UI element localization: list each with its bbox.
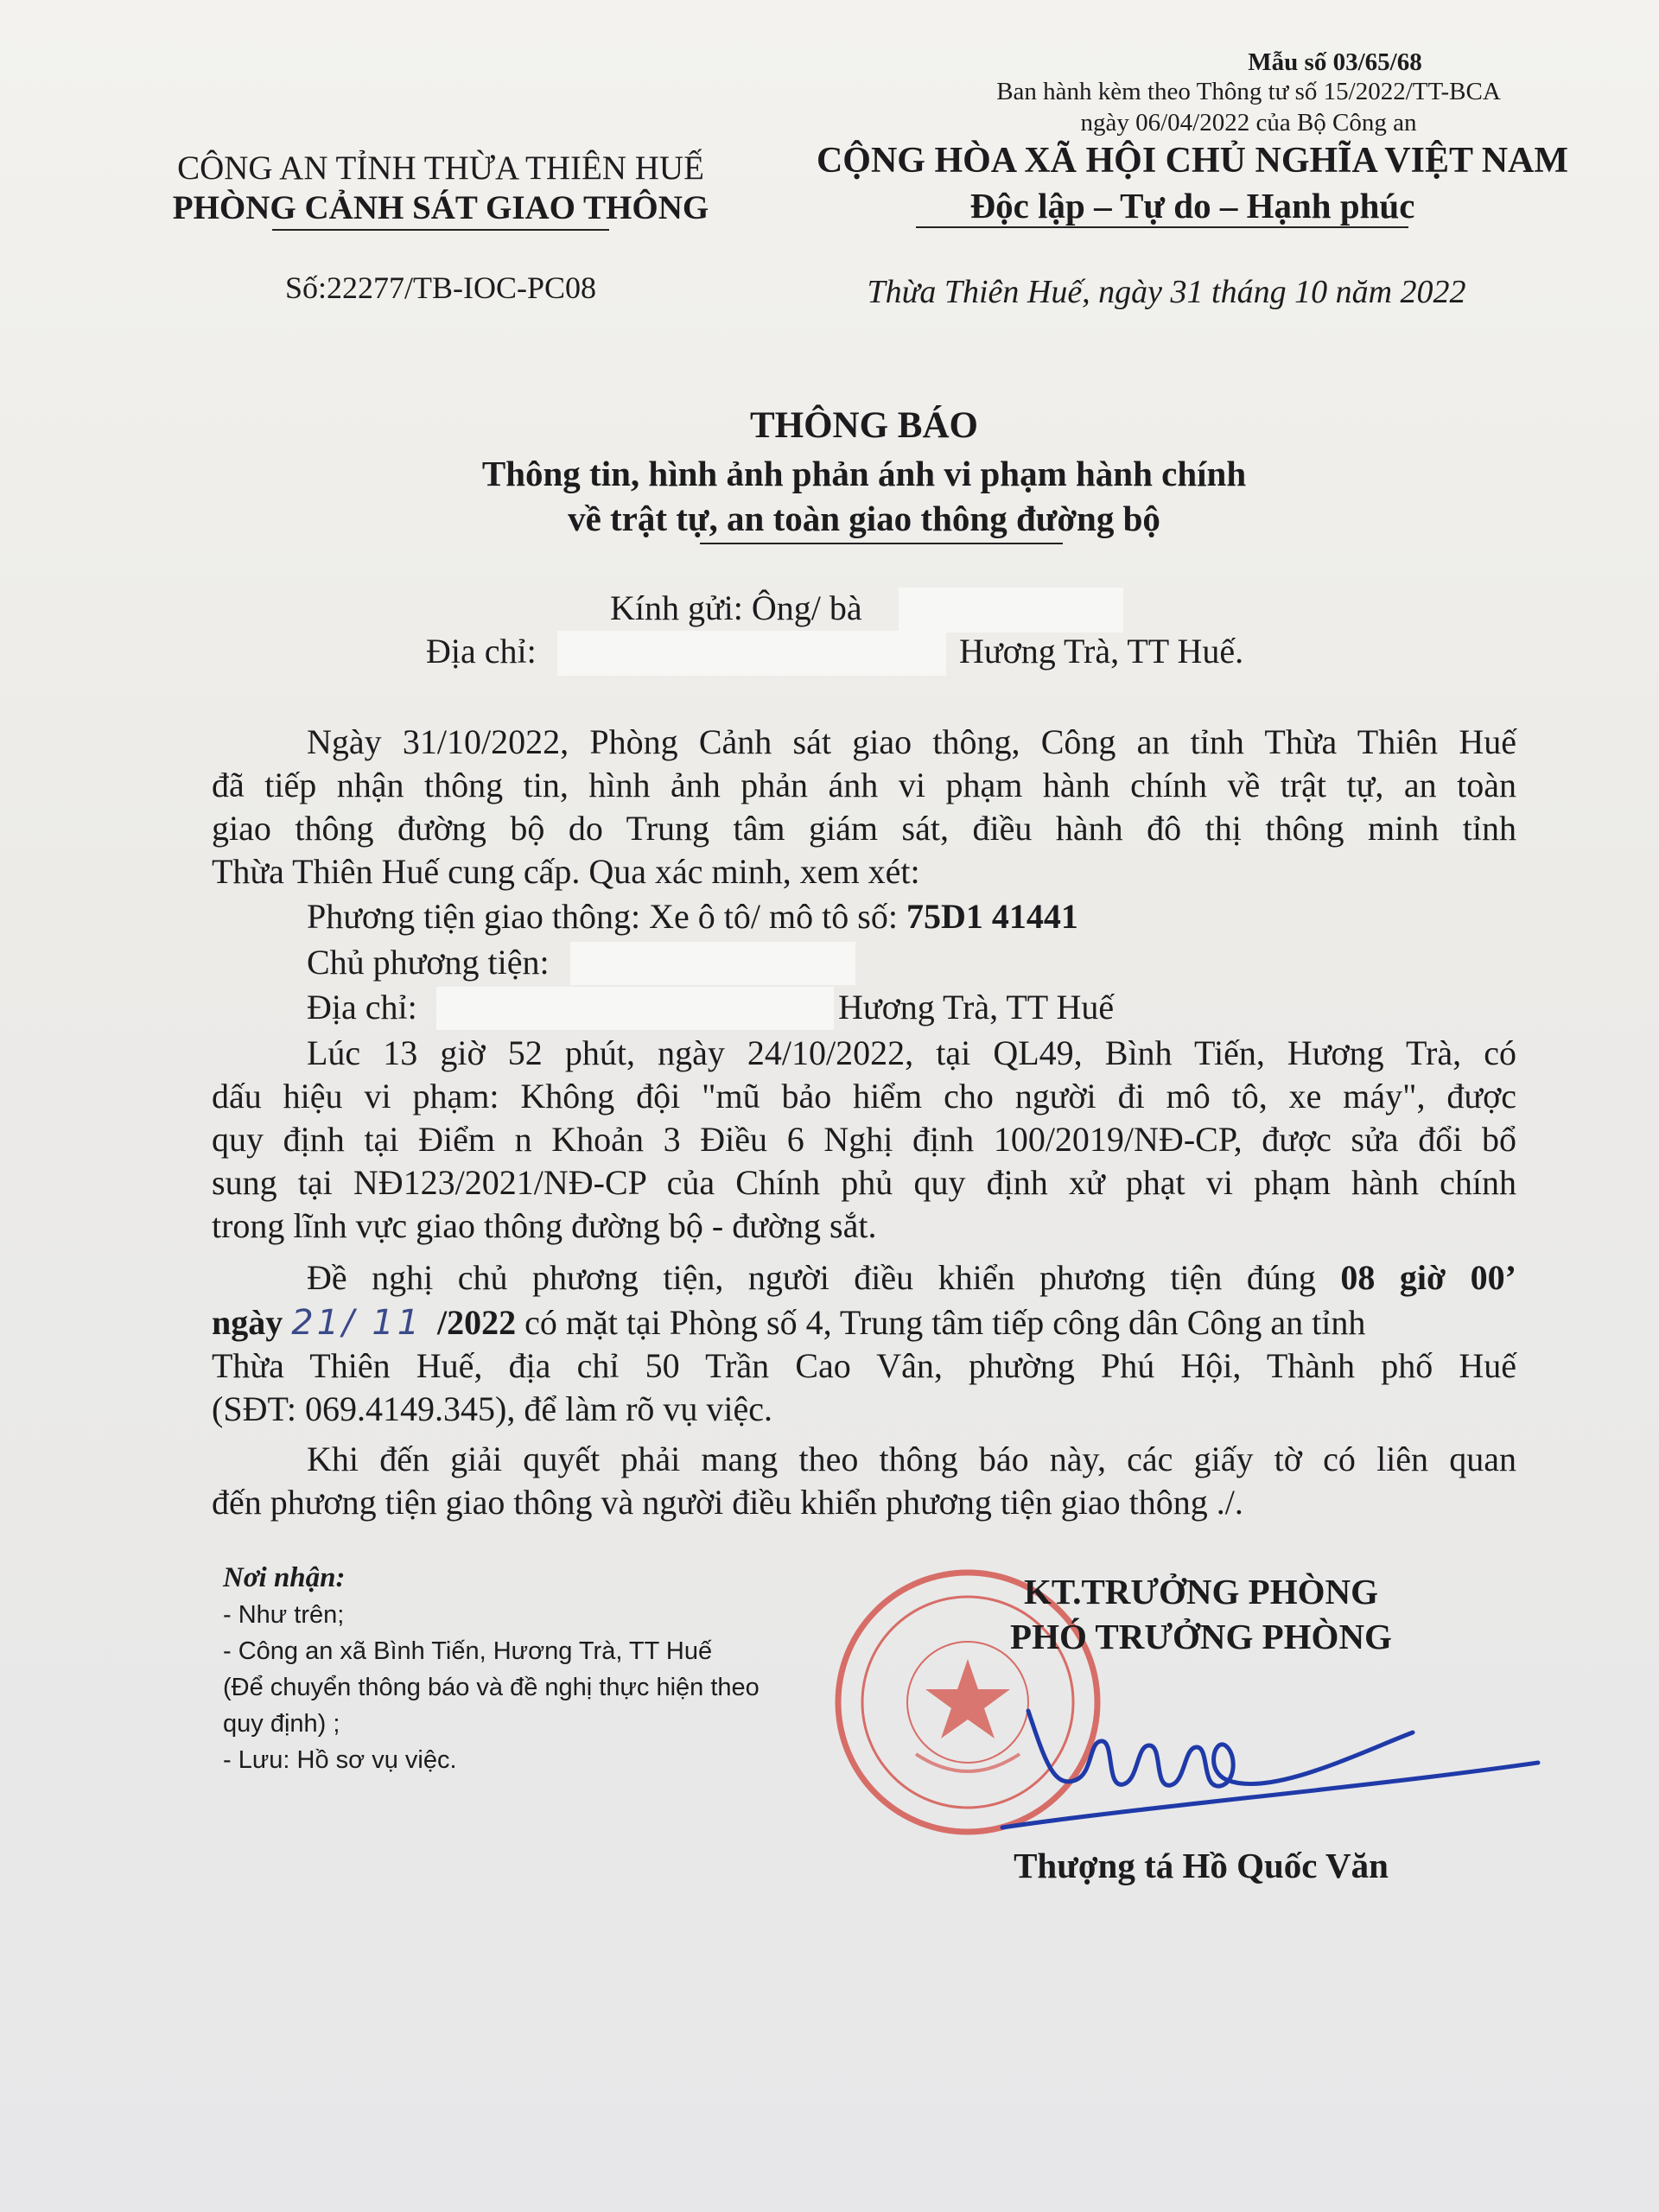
address-label: Địa chỉ: xyxy=(426,632,537,671)
agency-parent: CÔNG AN TỈNH THỪA THIÊN HUẾ xyxy=(177,149,704,187)
recipient-line: quy định) ; xyxy=(223,1710,340,1738)
body-line xyxy=(212,1302,1516,1343)
recipient-line: - Như trên; xyxy=(223,1601,345,1629)
recipient-line: (Để chuyển thông báo và đề nghị thực hiện theo xyxy=(223,1674,760,1701)
recipients-title: Nơi nhận: xyxy=(223,1562,346,1593)
place-date: Thừa Thiên Huế, ngày 31 tháng 10 năm 2022 xyxy=(867,274,1466,310)
appointment-time: 08 giờ 00’ xyxy=(1340,1258,1517,1297)
appointment-place: có mặt tại Phòng số 4, Trung tâm tiếp công dân Công an tỉnh xyxy=(516,1303,1366,1342)
document-title: THÔNG BÁO xyxy=(749,405,978,446)
divider xyxy=(916,226,1408,228)
signer-role: KT.TRƯỞNG PHÒNG xyxy=(1024,1572,1378,1611)
redaction-box xyxy=(436,987,834,1030)
body-line: giao thông đường bộ do Trung tâm giám sát, điều hành đô thị thông minh tỉnh xyxy=(212,809,1516,848)
vehicle-plate: 75D1 41441 xyxy=(906,897,1078,936)
body-line: (SĐT: 069.4149.345), để làm rõ vụ việc. xyxy=(212,1389,773,1428)
redaction-box xyxy=(557,631,946,676)
divider xyxy=(700,543,1063,544)
appointment-day-label: ngày xyxy=(212,1303,292,1342)
signer-role: PHÓ TRƯỞNG PHÒNG xyxy=(1010,1617,1392,1656)
body-line xyxy=(307,1257,1516,1298)
appointment-year: /2022 xyxy=(436,1303,517,1342)
document-number: Số:22277/TB-IOC-PC08 xyxy=(284,270,597,305)
handwritten-date: 21/ 11 xyxy=(291,1303,437,1343)
owner-address-label: Địa chỉ: xyxy=(307,988,417,1027)
nation-motto: Độc lập – Tự do – Hạnh phúc xyxy=(969,186,1415,226)
addressee-greeting: Kính gửi: Ông/ bà xyxy=(610,588,862,627)
divider xyxy=(272,229,609,231)
document-subtitle: Thông tin, hình ảnh phản ánh vi phạm hành chính xyxy=(481,454,1247,493)
form-basis-line: ngày 06/04/2022 của Bộ Công an xyxy=(1080,109,1417,137)
body-line: Thừa Thiên Huế, địa chỉ 50 Trần Cao Vân, phường Phú Hội, Thành phố Huế xyxy=(212,1346,1516,1385)
body-line: dấu hiệu vi phạm: Không đội "mũ bảo hiểm cho người đi mô tô, xe máy", được xyxy=(212,1077,1516,1116)
owner-address-tail: Hương Trà, TT Huế xyxy=(838,988,1115,1027)
document-subtitle: về trật tự, an toàn giao thông đường bộ xyxy=(568,499,1160,538)
body-line: Thừa Thiên Huế cung cấp. Qua xác minh, xem xét: xyxy=(212,852,920,891)
address-tail: Hương Trà, TT Huế. xyxy=(959,632,1244,671)
signature-icon xyxy=(994,1659,1547,1832)
body-line: Lúc 13 giờ 52 phút, ngày 24/10/2022, tại QL49, Bình Tiến, Hương Trà, có xyxy=(307,1033,1516,1072)
body-line: Khi đến giải quyết phải mang theo thông báo này, các giấy tờ có liên quan xyxy=(307,1440,1516,1478)
body-line: đã tiếp nhận thông tin, hình ảnh phản ánh vi phạm hành chính về trật tự, an toàn xyxy=(212,766,1516,804)
vehicle-label: Phương tiện giao thông: Xe ô tô/ mô tô số: xyxy=(307,897,906,936)
vehicle-line xyxy=(307,896,1516,937)
signer-name: Thượng tá Hồ Quốc Văn xyxy=(1014,1846,1389,1885)
form-basis-line: Ban hành kèm theo Thông tư số 15/2022/TT-BCA xyxy=(996,78,1501,105)
owner-label: Chủ phương tiện: xyxy=(307,943,550,982)
nation-title: CỘNG HÒA XÃ HỘI CHỦ NGHĨA VIỆT NAM xyxy=(816,141,1569,181)
redaction-box xyxy=(570,942,855,985)
recipient-line: - Lưu: Hồ sơ vụ việc. xyxy=(223,1746,457,1774)
body-line: Ngày 31/10/2022, Phòng Cảnh sát giao thông, Công an tỉnh Thừa Thiên Huế xyxy=(307,722,1516,761)
agency-name: PHÒNG CẢNH SÁT GIAO THÔNG xyxy=(172,189,709,226)
form-number: Mẫu số 03/65/68 xyxy=(1248,48,1422,76)
body-line: trong lĩnh vực giao thông đường bộ - đường sắt. xyxy=(212,1206,877,1245)
redaction-box xyxy=(899,588,1123,632)
appointment-text: Đề nghị chủ phương tiện, người điều khiển phương tiện đúng xyxy=(307,1258,1341,1297)
recipient-line: - Công an xã Bình Tiến, Hương Trà, TT Huế xyxy=(223,1637,713,1665)
body-line: đến phương tiện giao thông và người điều khiển phương tiện giao thông ./. xyxy=(212,1483,1243,1522)
body-line: quy định tại Điểm n Khoản 3 Điều 6 Nghị định 100/2019/NĐ-CP, được sửa đổi bổ xyxy=(212,1120,1516,1159)
body-line: sung tại NĐ123/2021/NĐ-CP của Chính phủ quy định xử phạt vi phạm hành chính xyxy=(212,1163,1516,1202)
